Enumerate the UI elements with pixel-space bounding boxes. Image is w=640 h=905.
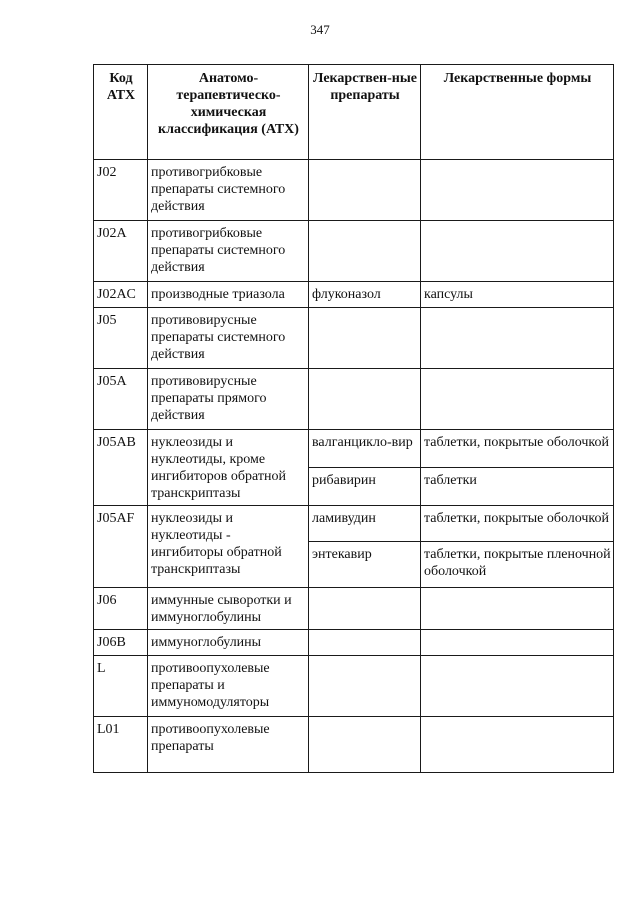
row-classification: иммуноглобулины (148, 630, 309, 656)
table-row (94, 717, 614, 773)
row-code: J02A (94, 221, 148, 282)
row-classification: нуклеозиды и нуклеотиды, кроме ингибиторов обратной транскриптазы (148, 430, 309, 506)
row-drug (309, 588, 421, 630)
row-drug: рибавирин (309, 468, 421, 506)
row-form (421, 160, 614, 221)
row-form (421, 717, 614, 773)
row-form (421, 630, 614, 656)
row-code: J05A (94, 369, 148, 430)
table-row (94, 630, 614, 656)
row-code: J05AB (94, 430, 148, 506)
row-drug (309, 221, 421, 282)
row-drug (309, 656, 421, 717)
row-classification: противовирусные препараты прямого действия (148, 369, 309, 430)
row-classification: производные триазола (148, 282, 309, 308)
row-classification: нуклеозиды и нуклеотиды - ингибиторы обратной транскриптазы (148, 506, 309, 588)
row-form (421, 369, 614, 430)
row-form: таблетки (421, 468, 614, 506)
table-row (94, 221, 614, 282)
row-classification: противогрибковые препараты системного действия (148, 221, 309, 282)
row-code: J05 (94, 308, 148, 369)
table-row (94, 656, 614, 717)
row-code: J06B (94, 630, 148, 656)
row-drug: валганцикло-вир (309, 430, 421, 468)
row-code: J05AF (94, 506, 148, 588)
header-code: Код АТХ (94, 65, 148, 160)
row-drug: энтекавир (309, 542, 421, 588)
row-code: L (94, 656, 148, 717)
row-classification: противогрибковые препараты системного действия (148, 160, 309, 221)
row-classification: иммунные сыворотки и иммуноглобулины (148, 588, 309, 630)
table-row (94, 506, 614, 542)
row-drug (309, 717, 421, 773)
atx-table (93, 64, 614, 773)
row-form (421, 308, 614, 369)
table-row (94, 160, 614, 221)
row-code: J02AC (94, 282, 148, 308)
header-classification: Анатомо-терапевтическо-химическая классификация (АТХ) (148, 65, 309, 160)
row-classification: противоопухолевые препараты (148, 717, 309, 773)
header-drugs: Лекарствен-ные препараты (309, 65, 421, 160)
table-row (94, 430, 614, 468)
table-header-row (94, 65, 614, 160)
page-number: 347 (310, 22, 330, 37)
row-classification: противоопухолевые препараты и иммуномодуляторы (148, 656, 309, 717)
row-drug (309, 308, 421, 369)
row-classification: противовирусные препараты системного действия (148, 308, 309, 369)
table-row (94, 308, 614, 369)
row-form: таблетки, покрытые пленочной оболочкой (421, 542, 614, 588)
row-form: капсулы (421, 282, 614, 308)
row-code: J02 (94, 160, 148, 221)
row-form: таблетки, покрытые оболочкой (421, 430, 614, 468)
row-drug (309, 160, 421, 221)
row-code: J06 (94, 588, 148, 630)
table-row (94, 369, 614, 430)
row-form: таблетки, покрытые оболочкой (421, 506, 614, 542)
row-drug (309, 630, 421, 656)
table-row (94, 282, 614, 308)
row-drug: ламивудин (309, 506, 421, 542)
row-form (421, 221, 614, 282)
row-code: L01 (94, 717, 148, 773)
row-drug: флуконазол (309, 282, 421, 308)
row-form (421, 588, 614, 630)
row-form (421, 656, 614, 717)
table-row (94, 588, 614, 630)
header-forms: Лекарственные формы (421, 65, 614, 160)
row-drug (309, 369, 421, 430)
